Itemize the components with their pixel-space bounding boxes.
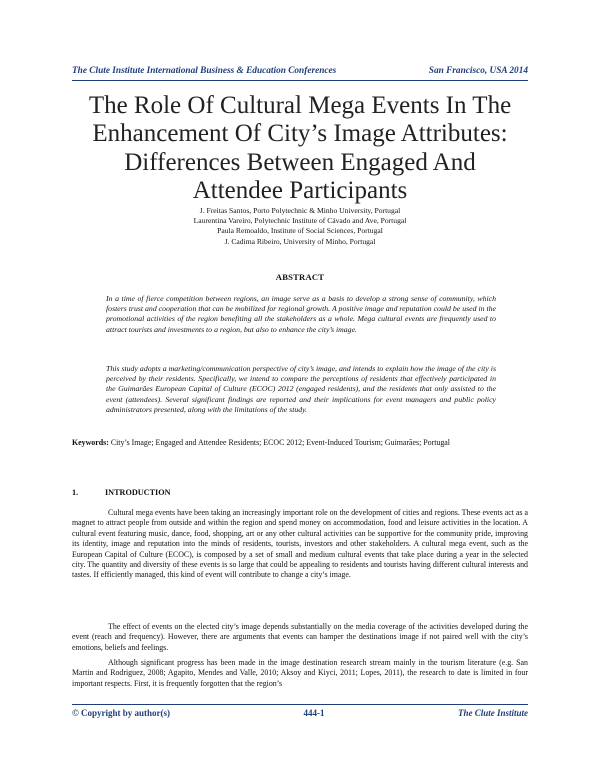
copyright-notice: © Copyright by author(s) xyxy=(72,708,170,718)
conference-name: The Clute Institute International Business & Education Conferences xyxy=(72,66,337,76)
title-line: The Role Of Cultural Mega Events In The xyxy=(88,92,512,119)
author-line: Paula Remoaldo, Institute of Social Sciences, Portugal xyxy=(217,226,383,236)
abstract-heading: ABSTRACT xyxy=(275,272,325,282)
body-paragraph: Cultural mega events have been taking an increasingly important role on the development of cities and regions. These events act as a magnet to attract people from outside and within the region and spend money on accommodation, food and leisure activities in the location. A cultural event featuring music, dance, food, shopping, art or any other cultural activities can be supportive for the community pride, improving its identity, image and reputation into the minds of residents, tourists, investors and other stakeholders. A cultural mega event, such as the European Capital of Culture (ECOC), is composed by a set of small and medium cultural events that take place during a year in the selected city. The quantity and diversity of these events is so large that could be appealing to residents and tourists having different cultural interests and tastes. If efficiently managed, this kind of event will contribute to change a city’s image. xyxy=(72,508,528,580)
conference-header xyxy=(72,66,528,76)
section-heading xyxy=(72,488,528,497)
title-line: Attendee Participants xyxy=(192,176,408,204)
author-list xyxy=(72,206,528,247)
abstract-paragraph: This study adopts a marketing/communication perspective of city’s image, and intends to explain how the image of the city is perceived by their residents. Specifically, we intend to compare the perceptions of residents that effectively participated in the Guimarães European Capital of Culture (ECOC) 2012 (engaged residents), and the residents that only assisted to the event (attendees). Several significant findings are reported and their implications for event managers and public policy administrators presented, along with the limitations of the study. xyxy=(106,364,496,414)
section-number: 1. xyxy=(72,488,79,497)
body-paragraph: The effect of events on the elected city’s image depends substantially on the media coverage of the activities developed during the event (reach and frequency). However, there are arguments that events can hamper the destinations image if not paired well with the city’s emotions, beliefs and feelings. xyxy=(72,622,528,652)
abstract-paragraph: In a time of fierce competition between regions, an image serve as a basis to develop a strong sense of community, which fosters trust and cooperation that can be mobilized for regional growth. A positive image and reputation could be used in the promotional activities of the region benefiting all the stakeholders as a whole. Mega cultural events are frequently used to attract tourists and investments to a region, but also to enhance the city’s image. xyxy=(106,294,496,334)
page-number: 444-1 xyxy=(303,708,325,718)
body-paragraph: Although significant progress has been made in the image destination research stream mainly in the tourism literature (e.g. San Martin and Rodriguez, 2008; Agapito, Mendes and Valle, 2010; Aksoy and Kiyci, 2011; Lopes, 2011), the research to date is limited in four important respects. First, it is frequently forgotten that the region’s xyxy=(72,658,528,688)
header-rule xyxy=(72,80,528,81)
keywords-label: Keywords: xyxy=(72,438,109,447)
author-line: Laurentina Vareiro, Polytechnic Institute of Cávado and Ave, Portugal xyxy=(193,216,407,226)
footer-rule xyxy=(72,704,528,705)
keywords-text: City’s Image; Engaged and Attendee Residents; ECOC 2012; Event-Induced Tourism; Guimarães; Portugal xyxy=(110,438,451,447)
publisher-name: The Clute Institute xyxy=(457,708,528,718)
conference-location: San Francisco, USA 2014 xyxy=(428,66,528,76)
page-footer xyxy=(72,708,528,718)
title-line: Enhancement Of City’s Image Attributes: xyxy=(92,120,508,148)
author-line: J. Cadima Ribeiro, University of Minho, Portugal xyxy=(224,236,376,246)
paper-title xyxy=(70,92,530,205)
author-line: J. Freitas Santos, Porto Polytechnic & Minho University, Portugal xyxy=(199,206,401,215)
section-title: INTRODUCTION xyxy=(105,488,171,497)
keywords xyxy=(72,438,528,448)
title-line: Differences Between Engaged And xyxy=(124,148,476,176)
